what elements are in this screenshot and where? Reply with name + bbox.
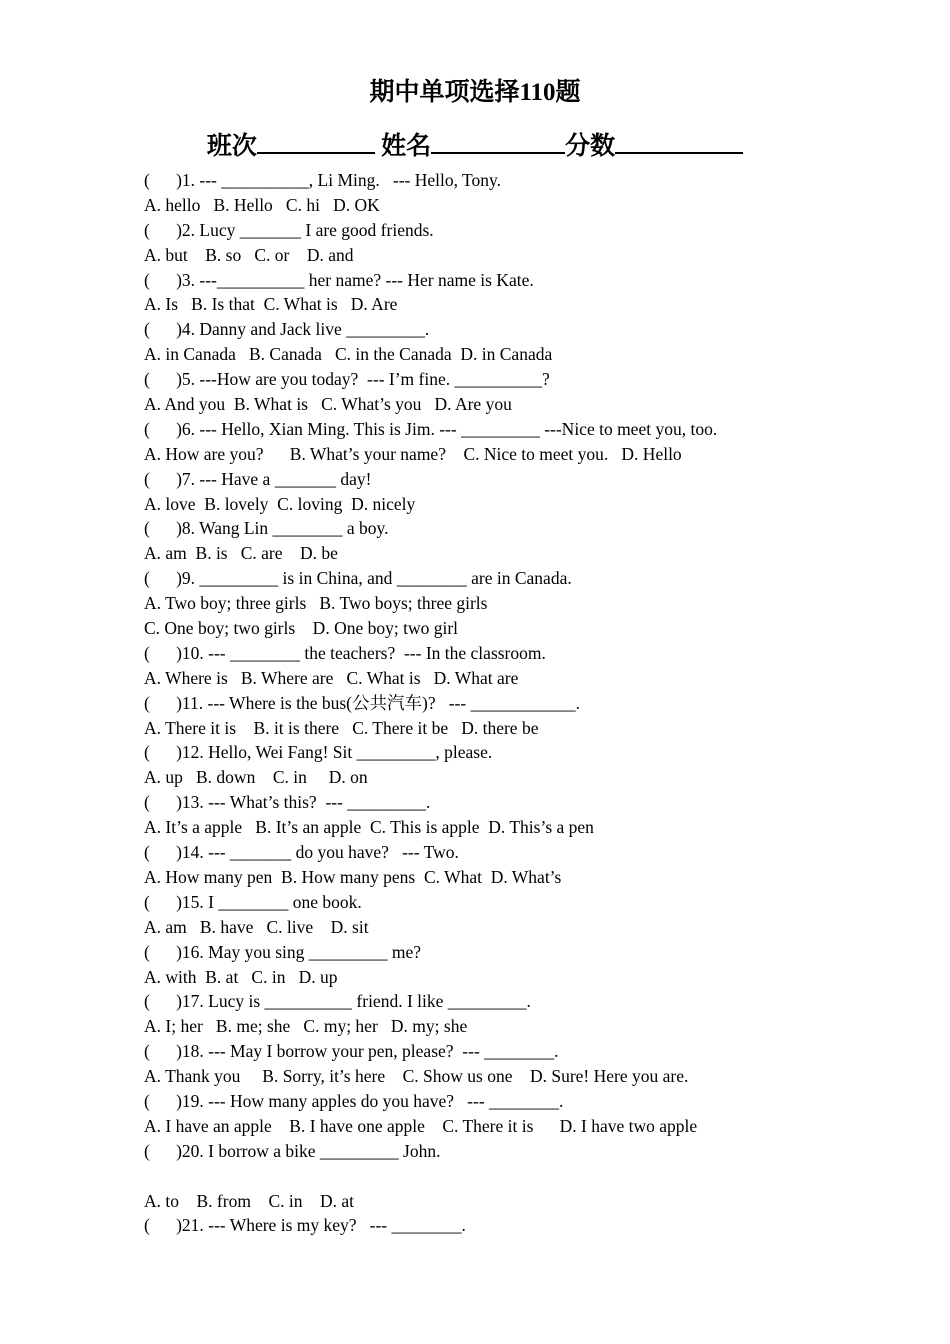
question-line: ( )9. _________ is in China, and ________ are in Canada. bbox=[144, 568, 572, 589]
options-line: A. hello B. Hello C. hi D. OK bbox=[144, 194, 380, 215]
name-blank bbox=[431, 126, 565, 154]
options-line: A. am B. have C. live D. sit bbox=[144, 916, 369, 937]
options-line: A. It’s a apple B. It’s an apple C. This is apple D. This’s a pen bbox=[144, 817, 594, 838]
options-line: A. with B. at C. in D. up bbox=[144, 966, 338, 987]
question-line: ( )13. --- What’s this? --- _________. bbox=[144, 792, 431, 813]
page-title: 期中单项选择110题 bbox=[369, 79, 581, 106]
question-line: ( )7. --- Have a _______ day! bbox=[144, 468, 372, 489]
name-label: 姓名 bbox=[381, 133, 432, 160]
question-line: ( )12. Hello, Wei Fang! Sit _________, please. bbox=[144, 742, 493, 763]
options-line: A. but B. so C. or D. and bbox=[144, 244, 354, 265]
question-line: ( )19. --- How many apples do you have? --- ________. bbox=[144, 1090, 564, 1111]
class-blank bbox=[257, 126, 375, 154]
options-line: A. in Canada B. Canada C. in the Canada D. in Canada bbox=[144, 344, 553, 365]
options-line: A. love B. lovely C. loving D. nicely bbox=[144, 493, 416, 514]
student-info-line bbox=[0, 126, 950, 164]
question-line: ( )6. --- Hello, Xian Ming. This is Jim. --- _________ ---Nice to meet you, too. bbox=[144, 418, 718, 439]
question-line: ( )15. I ________ one book. bbox=[144, 891, 362, 912]
options-line: A. I; her B. me; she C. my; her D. my; she bbox=[144, 1016, 468, 1037]
question-line: ( )14. --- _______ do you have? --- Two. bbox=[144, 842, 459, 863]
class-label: 班次 bbox=[206, 133, 257, 160]
options-line: A. Two boy; three girls B. Two boys; three girls bbox=[144, 593, 488, 614]
question-line: ( )11. --- Where is the bus(公共汽车)? --- ____________. bbox=[144, 692, 580, 713]
score-blank bbox=[615, 126, 743, 154]
options-line: A. There it is B. it is there C. There it be D. there be bbox=[144, 717, 539, 738]
score-label: 分数 bbox=[565, 133, 616, 160]
options-line: A. Thank you B. Sorry, it’s here C. Show us one D. Sure! Here you are. bbox=[144, 1066, 689, 1087]
options-line: A. How many pen B. How many pens C. What D. What’s bbox=[144, 866, 562, 887]
question-line: ( )10. --- ________ the teachers? --- In the classroom. bbox=[144, 642, 546, 663]
question-line: ( )16. May you sing _________ me? bbox=[144, 941, 422, 962]
question-line: ( )5. ---How are you today? --- I’m fine. __________? bbox=[144, 369, 550, 390]
question-line: ( )21. --- Where is my key? --- ________. bbox=[144, 1215, 466, 1236]
question-line: ( )4. Danny and Jack live _________. bbox=[144, 319, 430, 340]
options-line: A. Is B. Is that C. What is D. Are bbox=[144, 294, 398, 315]
options-line: A. to B. from C. in D. at bbox=[144, 1190, 354, 1211]
options-line: A. up B. down C. in D. on bbox=[144, 767, 368, 788]
options-line: A. am B. is C. are D. be bbox=[144, 543, 338, 564]
options-line: A. I have an apple B. I have one apple C. There it is D. I have two apple bbox=[144, 1115, 698, 1136]
question-line: ( )20. I borrow a bike _________ John. bbox=[144, 1140, 441, 1161]
question-line: ( )18. --- May I borrow your pen, please? --- ________. bbox=[144, 1041, 559, 1062]
options-line: C. One boy; two girls D. One boy; two girl bbox=[144, 618, 459, 639]
question-line: ( )17. Lucy is __________ friend. I like _________. bbox=[144, 991, 531, 1012]
options-line: A. And you B. What is C. What’s you D. Are you bbox=[144, 394, 512, 415]
options-line: A. How are you? B. What’s your name? C. Nice to meet you. D. Hello bbox=[144, 443, 682, 464]
question-line: ( )8. Wang Lin ________ a boy. bbox=[144, 518, 389, 539]
options-line: A. Where is B. Where are C. What is D. What are bbox=[144, 667, 519, 688]
blank-line bbox=[144, 1164, 924, 1189]
question-line: ( )2. Lucy _______ I are good friends. bbox=[144, 219, 434, 240]
question-line: ( )3. ---__________ her name? --- Her name is Kate. bbox=[144, 269, 534, 290]
question-line: ( )1. --- __________, Li Ming. --- Hello, Tony. bbox=[144, 170, 501, 190]
question-list bbox=[144, 168, 924, 1238]
